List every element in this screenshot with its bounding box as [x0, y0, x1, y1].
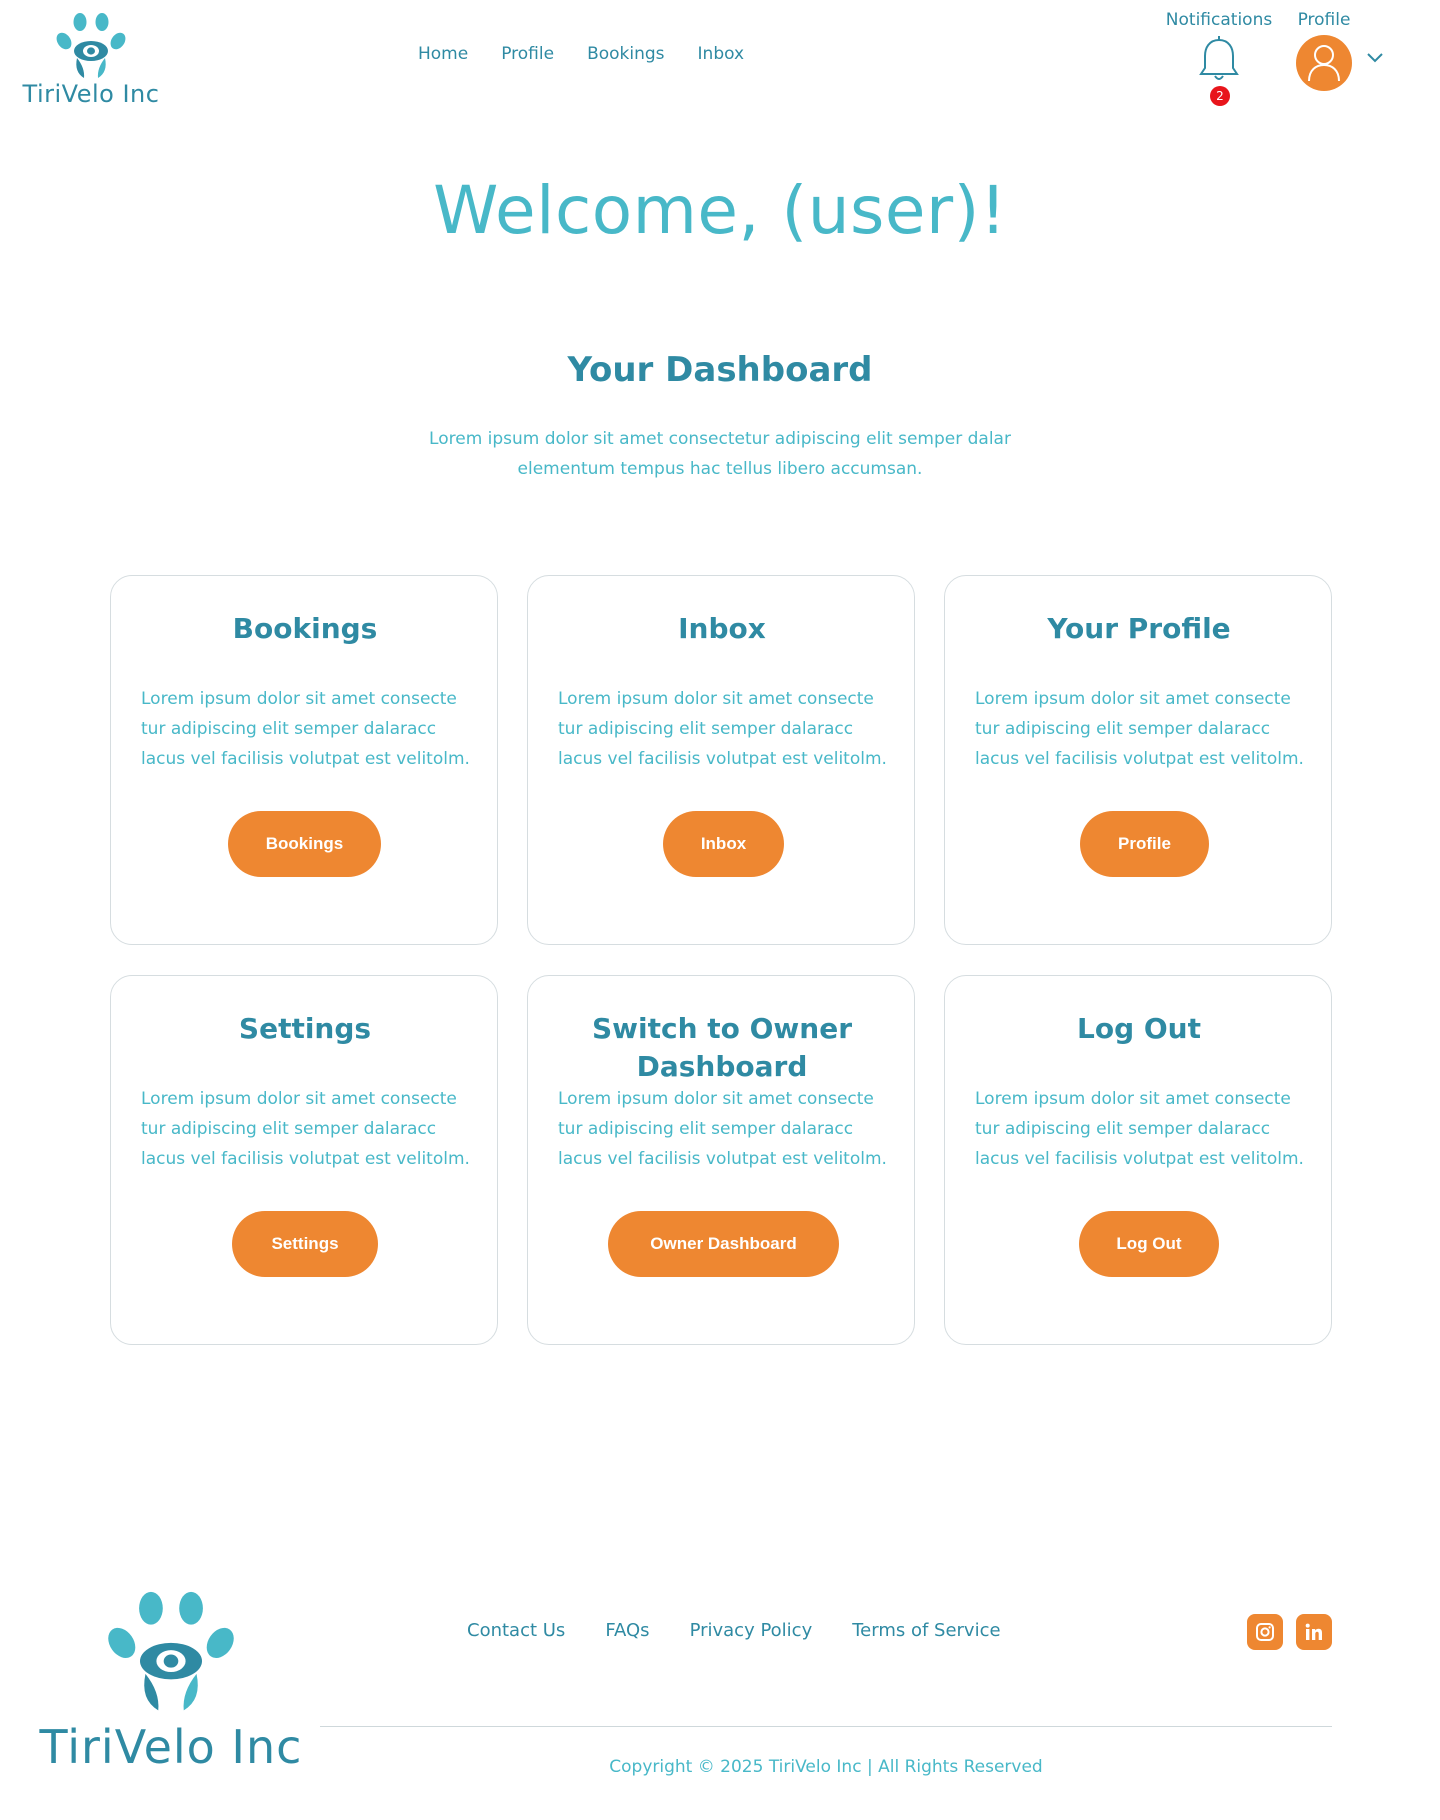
card-title: Your Profile: [1047, 612, 1231, 645]
footer-link-faqs[interactable]: FAQs: [605, 1620, 650, 1641]
card-log-out: [944, 975, 1332, 1345]
card-body: Lorem ipsum dolor sit amet consecte tur adipiscing elit semper dalaracc lacus vel facilisis volutpat est velitolm.: [558, 1089, 887, 1169]
linkedin-button[interactable]: [1296, 1614, 1332, 1650]
main-nav: [418, 44, 777, 64]
card-settings: [110, 975, 498, 1345]
footer-nav: [467, 1620, 1041, 1641]
footer-link-terms[interactable]: Terms of Service: [852, 1620, 1001, 1641]
dashboard-description: Lorem ipsum dolor sit amet consectetur adipiscing elit semper dalar elementum tempus hac tellus libero accumsan.: [429, 429, 1011, 479]
profile-menu[interactable]: [1296, 10, 1396, 100]
profile-button[interactable]: Profile: [1080, 811, 1209, 877]
nav-profile[interactable]: Profile: [501, 44, 555, 64]
owner-dashboard-button[interactable]: Owner Dashboard: [608, 1211, 839, 1277]
card-your-profile: [944, 575, 1332, 945]
settings-button[interactable]: Settings: [232, 1211, 378, 1277]
notifications-button[interactable]: [1162, 10, 1276, 110]
paw-icon: [96, 1590, 246, 1714]
bell-icon: [1197, 36, 1241, 84]
card-body: Lorem ipsum dolor sit amet consecte tur adipiscing elit semper dalaracc lacus vel facilisis volutpat est velitolm.: [975, 1089, 1304, 1169]
card-title: Bookings: [232, 612, 378, 645]
chevron-down-icon[interactable]: [1366, 52, 1384, 64]
brand-logo[interactable]: [18, 12, 164, 112]
brand-name: TiriVelo Inc: [22, 80, 160, 108]
instagram-button[interactable]: [1247, 1614, 1283, 1650]
card-bookings: [110, 575, 498, 945]
card-body: Lorem ipsum dolor sit amet consecte tur adipiscing elit semper dalaracc lacus vel facilisis volutpat est velitolm.: [975, 689, 1304, 769]
card-title: Settings: [238, 1012, 372, 1045]
card-body: Lorem ipsum dolor sit amet consecte tur adipiscing elit semper dalaracc lacus vel facilisis volutpat est velitolm.: [141, 1089, 470, 1169]
nav-home[interactable]: Home: [418, 44, 469, 64]
nav-inbox[interactable]: Inbox: [697, 44, 745, 64]
notification-count-badge: 2: [1210, 86, 1230, 106]
notifications-label: Notifications: [1165, 10, 1273, 30]
card-inbox: [527, 575, 915, 945]
dashboard-title: Your Dashboard: [567, 350, 873, 390]
footer-link-privacy[interactable]: Privacy Policy: [689, 1620, 813, 1641]
card-body: Lorem ipsum dolor sit amet consecte tur adipiscing elit semper dalaracc lacus vel facilisis volutpat est velitolm.: [141, 689, 470, 769]
copyright-text: Copyright © 2025 TiriVelo Inc | All Rights Reserved: [609, 1757, 1043, 1777]
welcome-heading: Welcome, (user)!: [433, 172, 1007, 249]
bookings-button[interactable]: Bookings: [228, 811, 381, 877]
footer-logo[interactable]: [36, 1590, 306, 1774]
footer-divider: [320, 1726, 1332, 1727]
card-title: Switch to Owner Dashboard: [591, 1012, 853, 1083]
instagram-icon: [1255, 1622, 1275, 1642]
footer-link-contact[interactable]: Contact Us: [467, 1620, 566, 1641]
card-title: Log Out: [1077, 1012, 1201, 1045]
linkedin-icon: [1304, 1622, 1324, 1642]
nav-bookings[interactable]: Bookings: [587, 44, 665, 64]
log-out-button[interactable]: Log Out: [1079, 1211, 1219, 1277]
site-header: [0, 0, 1440, 120]
footer-brand-name: TiriVelo Inc: [39, 1720, 303, 1774]
paw-icon: [50, 12, 132, 80]
card-body: Lorem ipsum dolor sit amet consecte tur adipiscing elit semper dalaracc lacus vel facilisis volutpat est velitolm.: [558, 689, 887, 769]
card-title: Inbox: [678, 612, 766, 645]
inbox-button[interactable]: Inbox: [663, 811, 784, 877]
card-switch-owner: [527, 975, 915, 1345]
profile-menu-label: Profile: [1297, 10, 1351, 30]
user-icon: [1307, 44, 1341, 82]
avatar[interactable]: [1296, 35, 1352, 91]
